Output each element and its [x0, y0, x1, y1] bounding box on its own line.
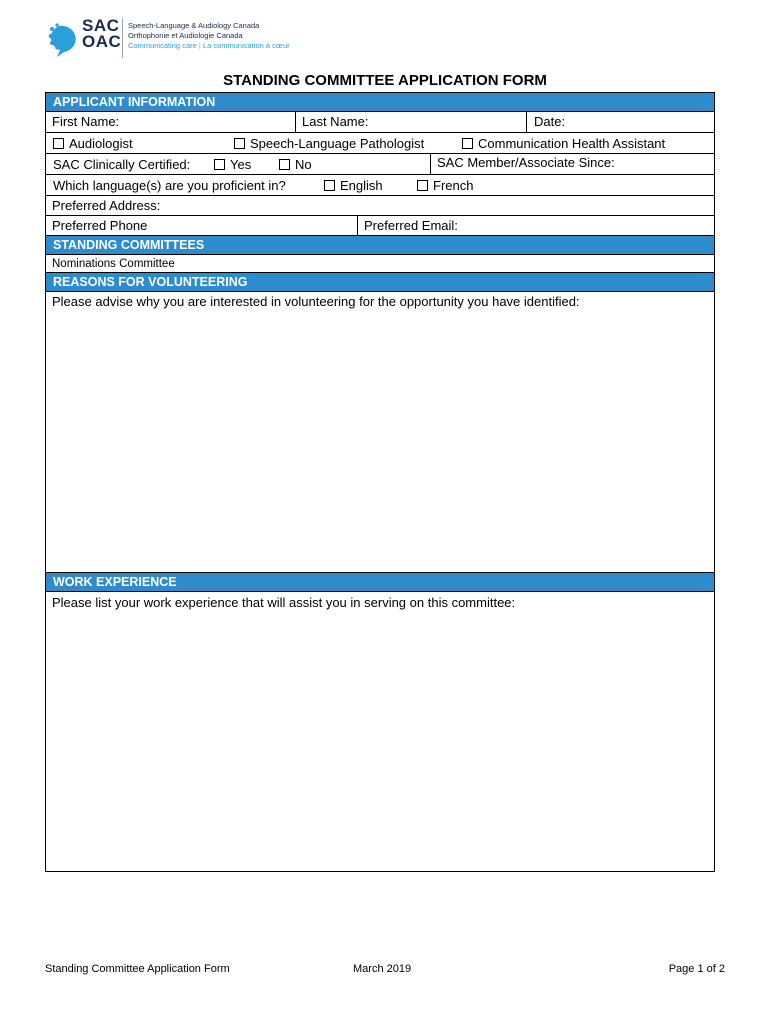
cha-label: Communication Health Assistant — [478, 136, 666, 151]
first-name-label: First Name: — [52, 114, 120, 129]
sac-oac-logo — [46, 18, 306, 62]
certified-no-option[interactable] — [279, 154, 312, 175]
footer-page-number: Page 1 of 2 — [668, 963, 725, 975]
logo-divider — [122, 18, 123, 58]
name-date-row — [46, 112, 714, 133]
phone-label: Preferred Phone — [52, 218, 148, 233]
logo-text — [128, 21, 290, 51]
phone-email-row — [46, 216, 714, 236]
section-header-applicant-information: APPLICANT INFORMATION — [46, 93, 714, 112]
address-field[interactable] — [46, 196, 714, 215]
work-experience-area[interactable] — [46, 592, 714, 872]
logo-abbr-fr: OAC — [82, 32, 122, 51]
section-header-reasons-for-volunteering: REASONS FOR VOLUNTEERING — [46, 273, 714, 292]
application-form — [45, 92, 715, 872]
footer-date: March 2019 — [353, 963, 412, 975]
logo-tagline-en: Communicating care — [128, 41, 197, 50]
date-field[interactable] — [526, 112, 714, 132]
first-name-field[interactable] — [46, 112, 295, 132]
logo-abbreviation — [82, 18, 121, 50]
email-label: Preferred Email: — [364, 218, 458, 233]
committee-name: Nominations Committee — [52, 258, 175, 270]
logo-tagline-fr: La communication à cœur — [202, 41, 290, 50]
slp-option[interactable] — [234, 133, 424, 154]
logo-name-en: Speech-Language & Audiology Canada — [128, 21, 260, 30]
french-checkbox[interactable] — [417, 180, 428, 191]
email-field[interactable] — [357, 216, 714, 235]
french-label: French — [433, 178, 474, 193]
section-header-work-experience: WORK EXPERIENCE — [46, 573, 714, 592]
yes-checkbox[interactable] — [214, 159, 225, 170]
language-label: Which language(s) are you proficient in? — [53, 178, 286, 193]
work-experience-prompt: Please list your work experience that will assist you in serving on this committee: — [52, 595, 516, 610]
address-row — [46, 196, 714, 216]
english-checkbox[interactable] — [324, 180, 335, 191]
french-option[interactable] — [417, 175, 473, 196]
slp-checkbox[interactable] — [234, 138, 245, 149]
audiologist-option[interactable] — [53, 133, 133, 154]
no-label: No — [295, 157, 312, 172]
logo-abbr-en: SAC — [82, 16, 120, 35]
no-checkbox[interactable] — [279, 159, 290, 170]
cha-option[interactable] — [462, 133, 665, 154]
date-label: Date: — [534, 114, 566, 129]
form-title: STANDING COMMITTEE APPLICATION FORM — [223, 72, 547, 89]
committee-row — [46, 255, 714, 273]
yes-label: Yes — [230, 157, 252, 172]
reasons-area[interactable] — [46, 292, 714, 573]
english-option[interactable] — [324, 175, 383, 196]
phone-field[interactable] — [46, 216, 357, 235]
address-label: Preferred Address: — [52, 198, 161, 213]
footer-document-title: Standing Committee Application Form — [45, 963, 230, 975]
reasons-prompt: Please advise why you are interested in volunteering for the opportunity you have identified: — [52, 294, 580, 309]
language-row — [46, 175, 714, 196]
profession-row — [46, 133, 714, 154]
cha-checkbox[interactable] — [462, 138, 473, 149]
speech-bubble-logo-icon — [46, 20, 80, 58]
audiologist-label: Audiologist — [69, 136, 133, 151]
last-name-label: Last Name: — [302, 114, 369, 129]
audiologist-checkbox[interactable] — [53, 138, 64, 149]
logo-tagline: Communicating care | La communication à cœur — [128, 41, 290, 50]
certification-row — [46, 154, 714, 175]
certified-yes-option[interactable] — [214, 154, 251, 175]
section-header-standing-committees: STANDING COMMITTEES — [46, 236, 714, 255]
member-since-label: SAC Member/Associate Since: — [437, 155, 615, 170]
certified-label: SAC Clinically Certified: — [53, 157, 191, 172]
member-since-field[interactable] — [430, 154, 714, 174]
last-name-field[interactable] — [295, 112, 526, 132]
english-label: English — [340, 178, 383, 193]
slp-label: Speech-Language Pathologist — [250, 136, 425, 151]
logo-name-fr: Orthophonie et Audiologie Canada — [128, 31, 243, 40]
